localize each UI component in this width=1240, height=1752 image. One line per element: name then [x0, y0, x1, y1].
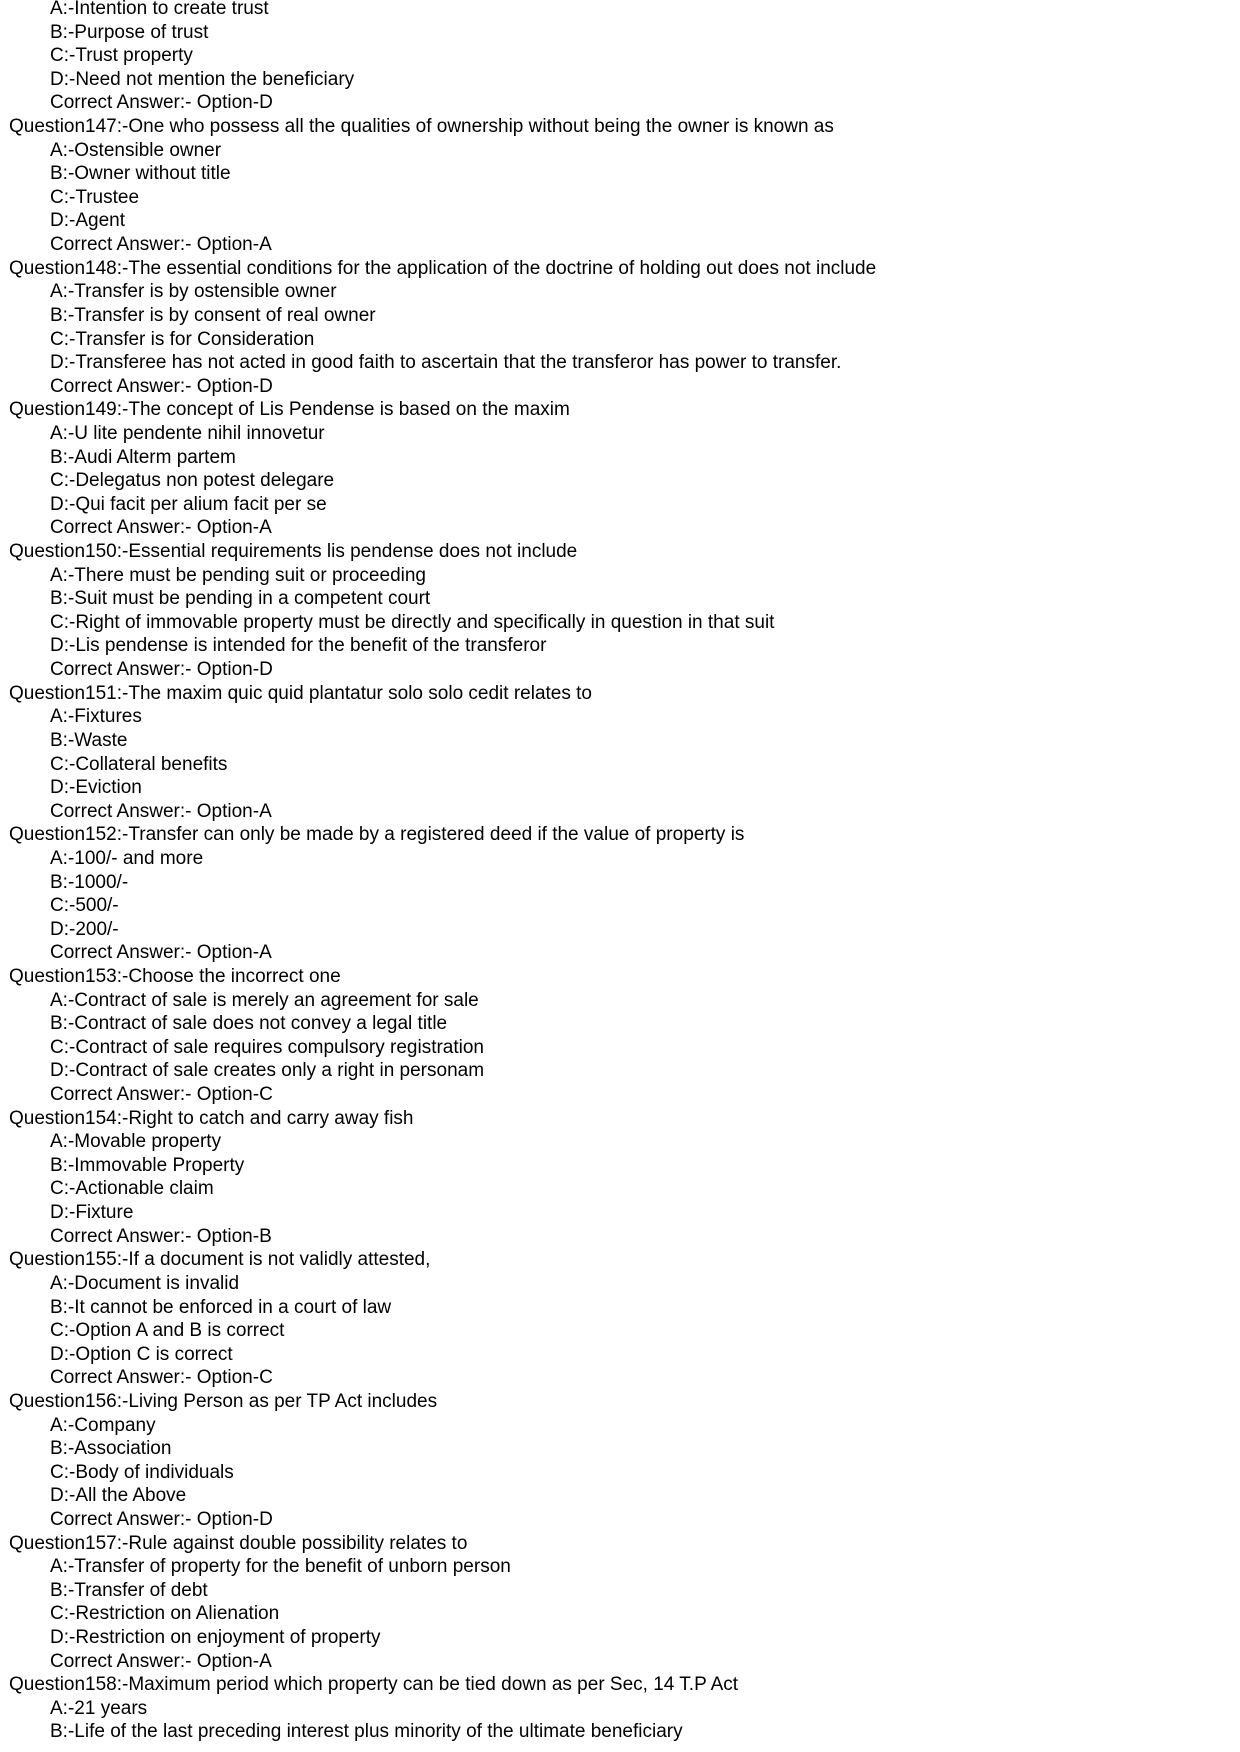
option-line: B:-Immovable Property [50, 1154, 245, 1176]
question-block [0, 540, 1240, 682]
option-line: A:-100/- and more [50, 847, 204, 869]
question-block [0, 1673, 1240, 1744]
option-line: C:-Transfer is for Consideration [50, 328, 315, 350]
option-line: A:-Fixtures [50, 706, 142, 728]
option-line: D:-All the Above [50, 1485, 187, 1507]
option-line: A:-21 years [50, 1697, 148, 1719]
question-text: Question150:-Essential requirements lis pendense does not include [9, 541, 578, 563]
question-text: Question155:-If a document is not validly attested, [9, 1249, 431, 1271]
correct-answer-line: Correct Answer:- Option-A [50, 800, 272, 822]
option-line: A:-Transfer is by ostensible owner [50, 281, 337, 303]
option-line: C:-500/- [50, 895, 119, 917]
option-line: D:-Agent [50, 210, 125, 232]
option-line: C:-Delegatus non potest delegare [50, 470, 335, 492]
question-text: Question152:-Transfer can only be made by a registered deed if the value of property is [9, 824, 745, 846]
option-line: B:-Life of the last preceding interest plus minority of the ultimate beneficiary [50, 1721, 683, 1743]
question-block [0, 257, 1240, 399]
option-line: A:-Company [50, 1414, 156, 1436]
option-line: C:-Contract of sale requires compulsory registration [50, 1036, 485, 1058]
option-line: B:-Association [50, 1438, 172, 1460]
correct-answer-line: Correct Answer:- Option-A [50, 1650, 272, 1672]
option-line: C:-Body of individuals [50, 1461, 234, 1483]
option-line: B:-Waste [50, 729, 128, 751]
question-text: Question157:-Rule against double possibility relates to [9, 1532, 468, 1554]
option-line: A:-Transfer of property for the benefit of unborn person [50, 1556, 511, 1578]
option-line: C:-Restriction on Alienation [50, 1603, 280, 1625]
option-line: C:-Option A and B is correct [50, 1320, 285, 1342]
option-line: B:-Transfer is by consent of real owner [50, 304, 376, 326]
option-line: B:-Purpose of trust [50, 21, 209, 43]
question-text: Question156:-Living Person as per TP Act includes [9, 1390, 438, 1412]
option-line: D:-Need not mention the beneficiary [50, 68, 355, 90]
correct-answer-line: Correct Answer:- Option-D [50, 659, 273, 681]
correct-answer-line: Correct Answer:- Option-A [50, 942, 272, 964]
option-line: C:-Right of immovable property must be directly and specifically in question in that suit [50, 611, 775, 633]
option-line: C:-Actionable claim [50, 1178, 214, 1200]
question-text: Question158:-Maximum period which property can be tied down as per Sec, 14 T.P Act [9, 1674, 739, 1696]
option-line: D:-Lis pendense is intended for the benefit of the transferor [50, 635, 547, 657]
question-text: Question147:-One who possess all the qualities of ownership without being the owner is known as [9, 116, 834, 138]
question-block [0, 1248, 1240, 1390]
option-line: A:-Intention to create trust [50, 0, 269, 19]
correct-answer-line: Correct Answer:- Option-D [50, 92, 273, 114]
option-line: B:-Audi Alterm partem [50, 446, 236, 468]
question-text: Question153:-Choose the incorrect one [9, 965, 341, 987]
option-line: D:-Fixture [50, 1202, 134, 1224]
question-block-lead-in [0, 0, 1240, 115]
option-line: A:-Movable property [50, 1131, 222, 1153]
question-list [0, 115, 1240, 1744]
question-block [0, 823, 1240, 965]
option-line: D:-Qui facit per alium facit per se [50, 493, 327, 515]
question-block [0, 682, 1240, 824]
question-text: Question151:-The maxim quic quid plantatur solo solo cedit relates to [9, 682, 592, 704]
question-block [0, 1107, 1240, 1249]
question-block [0, 1532, 1240, 1674]
correct-answer-line: Correct Answer:- Option-B [50, 1225, 272, 1247]
option-line: A:-Contract of sale is merely an agreement for sale [50, 989, 479, 1011]
option-line: C:-Trustee [50, 186, 140, 208]
option-line: A:-Ostensible owner [50, 139, 222, 161]
option-line: A:-Document is invalid [50, 1272, 240, 1294]
question-text: Question149:-The concept of Lis Pendense is based on the maxim [9, 399, 570, 421]
question-block [0, 1390, 1240, 1532]
option-line: D:-Contract of sale creates only a right in personam [50, 1060, 485, 1082]
option-line: C:-Trust property [50, 45, 193, 67]
option-line: B:-Suit must be pending in a competent court [50, 588, 431, 610]
question-block [0, 115, 1240, 257]
correct-answer-line: Correct Answer:- Option-D [50, 1509, 273, 1530]
option-line: A:-U lite pendente nihil innovetur [50, 422, 325, 444]
correct-answer-line: Correct Answer:- Option-A [50, 517, 272, 539]
correct-answer-line: Correct Answer:- Option-A [50, 234, 272, 256]
option-line: D:-Option C is correct [50, 1343, 233, 1365]
option-line: C:-Collateral benefits [50, 753, 228, 775]
option-line: D:-Transferee has not acted in good faith to ascertain that the transferor has power to transfer. [50, 352, 842, 374]
question-block [0, 965, 1240, 1107]
option-line: B:-Transfer of debt [50, 1579, 208, 1601]
option-line: D:-Eviction [50, 777, 142, 799]
option-line: B:-It cannot be enforced in a court of law [50, 1296, 392, 1318]
correct-answer-line: Correct Answer:- Option-C [50, 1084, 273, 1106]
option-line: A:-There must be pending suit or proceeding [50, 564, 426, 586]
correct-answer-line: Correct Answer:- Option-C [50, 1367, 273, 1389]
option-line: B:-Contract of sale does not convey a legal title [50, 1013, 448, 1035]
question-text: Question148:-The essential conditions for the application of the doctrine of holding out does not include [9, 257, 877, 279]
question-block [0, 398, 1240, 540]
option-line: B:-Owner without title [50, 163, 231, 185]
option-line: D:-Restriction on enjoyment of property [50, 1627, 381, 1649]
question-text: Question154:-Right to catch and carry away fish [9, 1107, 414, 1129]
option-line: D:-200/- [50, 918, 119, 940]
correct-answer-line: Correct Answer:- Option-D [50, 375, 273, 397]
option-line: B:-1000/- [50, 871, 129, 893]
